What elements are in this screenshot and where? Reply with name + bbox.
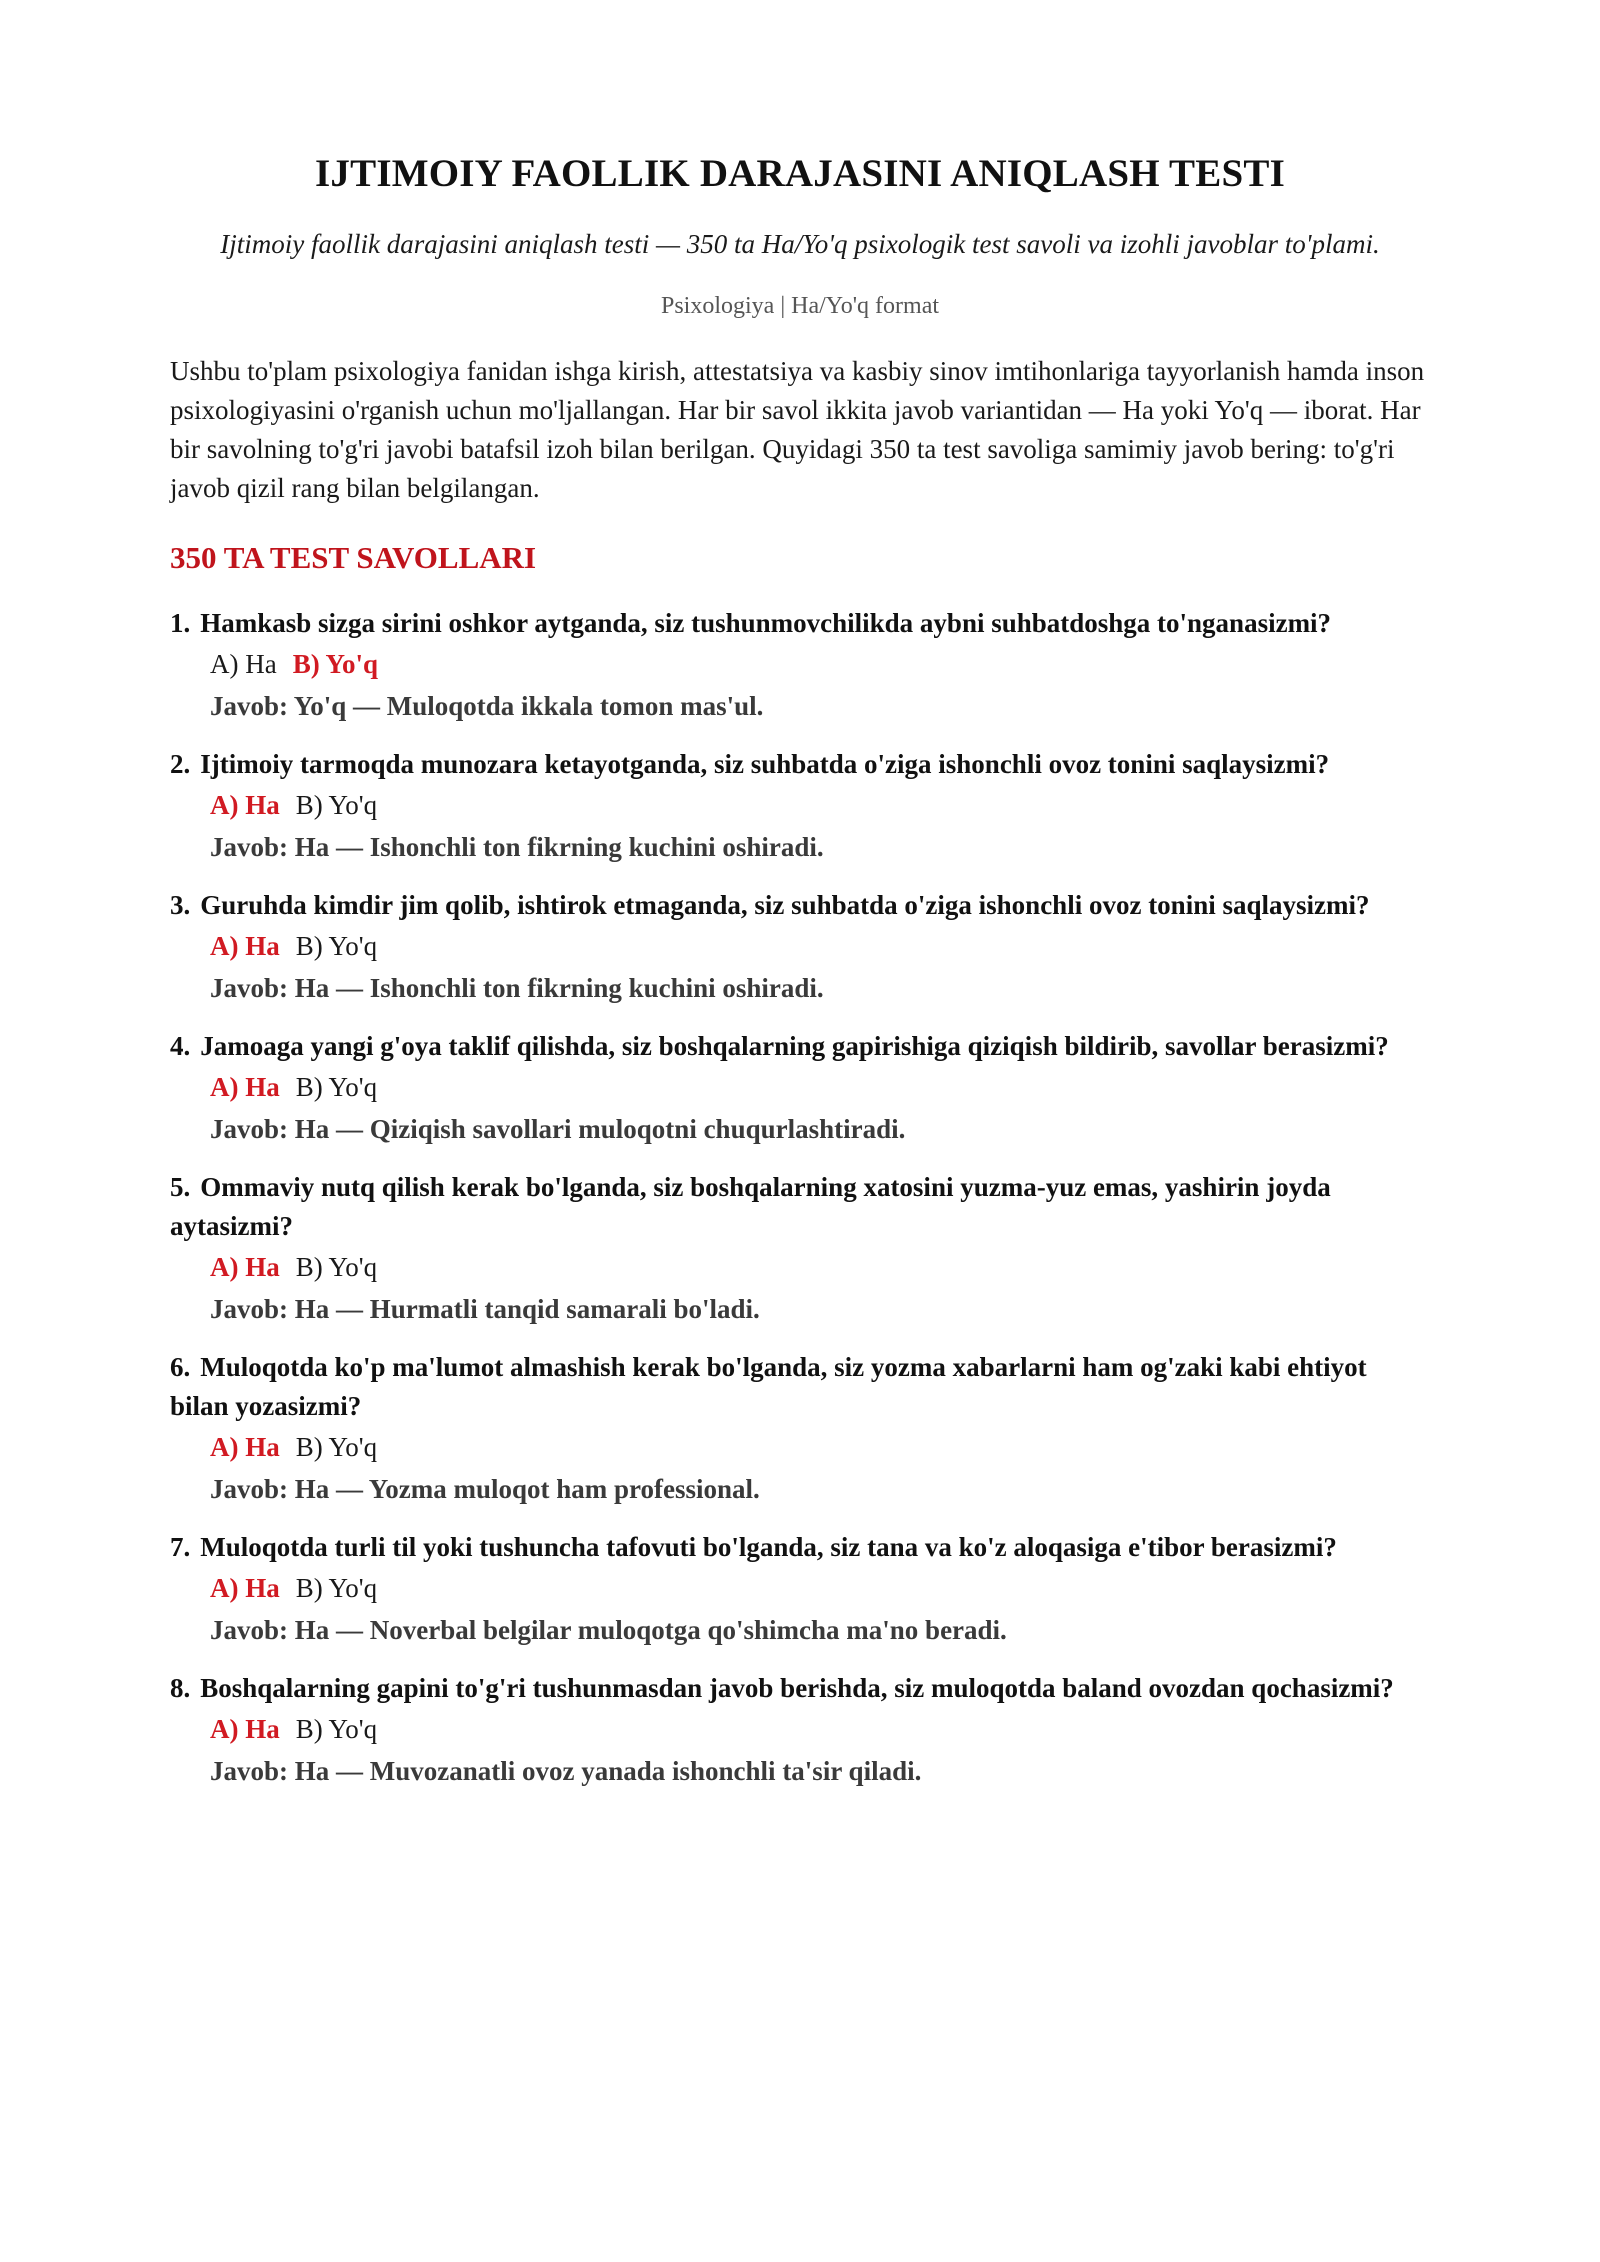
- option: B) Yo'q: [295, 1714, 378, 1744]
- answer-options: [170, 1567, 1430, 1609]
- question-number: 5.: [170, 1172, 191, 1202]
- question-item: [170, 1168, 1430, 1330]
- section-heading: 350 TA TEST SAVOLLARI: [170, 540, 537, 575]
- question-text: [170, 1348, 1430, 1426]
- question-text: [170, 886, 1430, 925]
- question-item: [170, 886, 1430, 1009]
- answer-explanation: Javob: Yo'q — Muloqotda ikkala tomon mas'ul.: [210, 691, 764, 721]
- answer-explanation: Javob: Ha — Muvozanatli ovoz yanada ishonchli ta'sir qiladi.: [210, 1756, 922, 1786]
- correct-option: A) Ha: [210, 790, 280, 820]
- document-meta: Psixologiya | Ha/Yo'q format: [660, 293, 940, 319]
- answer-options: [170, 784, 1430, 826]
- question-label: Boshqalarning gapini to'g'ri tushunmasdan javob berishda, siz muloqotda baland ovozdan qochasizmi?: [200, 1673, 1394, 1703]
- question-list: [170, 604, 1430, 1792]
- answer-explanation: Javob: Ha — Ishonchli ton fikrning kuchini oshiradi.: [210, 973, 824, 1003]
- answer-options: [170, 1426, 1430, 1468]
- intro-paragraph: Ushbu to'plam psixologiya fanidan ishga kirish, attestatsiya va kasbiy sinov imtihonlariga tayyorlanish hamda inson psixologiyasini o'rganish uchun mo'ljallangan. Har bir savol ikkita javob variantidan — Ha yoki Yo'q — iborat. Har bir savolning to'g'ri javobi batafsil izoh bilan berilgan. Quyidagi 350 ta test savoliga samimiy javob bering: to'g'ri javob qizil rang bilan belgilangan.: [170, 356, 1425, 503]
- question-text: [170, 1168, 1430, 1246]
- question-item: [170, 1669, 1430, 1792]
- question-label: Jamoaga yangi g'oya taklif qilishda, siz boshqalarning gapirishiga qiziqish bildirib, savollar berasizmi?: [200, 1031, 1389, 1061]
- correct-option: A) Ha: [210, 1072, 280, 1102]
- question-item: [170, 745, 1430, 868]
- document-title: IJTIMOIY FAOLLIK DARAJASINI ANIQLASH TESTI: [315, 152, 1285, 195]
- question-text: [170, 1528, 1430, 1567]
- question-text: [170, 1027, 1430, 1066]
- correct-option: A) Ha: [210, 931, 280, 961]
- option: B) Yo'q: [295, 1072, 378, 1102]
- question-label: Muloqotda ko'p ma'lumot almashish kerak bo'lganda, siz yozma xabarlarni ham og'zaki kabi ehtiyot bilan yozasizmi?: [170, 1352, 1367, 1421]
- answer-options: [170, 925, 1430, 967]
- question-item: [170, 1528, 1430, 1651]
- answer-explanation: Javob: Ha — Qiziqish savollari muloqotni chuqurlashtiradi.: [210, 1114, 906, 1144]
- option: B) Yo'q: [295, 1432, 378, 1462]
- question-item: [170, 1348, 1430, 1510]
- answer-explanation: Javob: Ha — Yozma muloqot ham professional.: [210, 1474, 760, 1504]
- answer-options: [170, 643, 1430, 685]
- question-label: Muloqotda turli til yoki tushuncha tafovuti bo'lganda, siz tana va ko'z aloqasiga e'tibor berasizmi?: [200, 1532, 1337, 1562]
- document-subtitle: Ijtimoiy faollik darajasini aniqlash testi — 350 ta Ha/Yo'q psixologik test savoli va izohli javoblar to'plami.: [220, 229, 1380, 259]
- question-number: 8.: [170, 1673, 191, 1703]
- option: B) Yo'q: [295, 1573, 378, 1603]
- option: B) Yo'q: [295, 1252, 378, 1282]
- answer-explanation: Javob: Ha — Noverbal belgilar muloqotga qo'shimcha ma'no beradi.: [210, 1615, 1007, 1645]
- question-number: 3.: [170, 890, 191, 920]
- question-label: Ommaviy nutq qilish kerak bo'lganda, siz boshqalarning xatosini yuzma-yuz emas, yashirin joyda aytasizmi?: [170, 1172, 1331, 1241]
- question-text: [170, 604, 1430, 643]
- question-item: [170, 604, 1430, 727]
- question-number: 4.: [170, 1031, 191, 1061]
- question-label: Hamkasb sizga sirini oshkor aytganda, siz tushunmovchilikda aybni suhbatdoshga to'nganasizmi?: [200, 608, 1332, 638]
- answer-options: [170, 1708, 1430, 1750]
- question-text: [170, 745, 1430, 784]
- option: B) Yo'q: [295, 931, 378, 961]
- correct-option: B) Yo'q: [292, 649, 379, 679]
- question-text: [170, 1669, 1430, 1708]
- correct-option: A) Ha: [210, 1714, 280, 1744]
- option: B) Yo'q: [295, 790, 378, 820]
- answer-options: [170, 1066, 1430, 1108]
- correct-option: A) Ha: [210, 1252, 280, 1282]
- question-label: Ijtimoiy tarmoqda munozara ketayotganda, siz suhbatda o'ziga ishonchli ovoz tonini saqlaysizmi?: [200, 749, 1330, 779]
- answer-options: [170, 1246, 1430, 1288]
- correct-option: A) Ha: [210, 1432, 280, 1462]
- question-number: 7.: [170, 1532, 191, 1562]
- question-number: 6.: [170, 1352, 191, 1382]
- answer-explanation: Javob: Ha — Hurmatli tanqid samarali bo'ladi.: [210, 1294, 760, 1324]
- question-number: 2.: [170, 749, 191, 779]
- option: A) Ha: [210, 649, 277, 679]
- question-label: Guruhda kimdir jim qolib, ishtirok etmaganda, siz suhbatda o'ziga ishonchli ovoz tonini saqlaysizmi?: [200, 890, 1370, 920]
- question-number: 1.: [170, 608, 191, 638]
- question-item: [170, 1027, 1430, 1150]
- correct-option: A) Ha: [210, 1573, 280, 1603]
- answer-explanation: Javob: Ha — Ishonchli ton fikrning kuchini oshiradi.: [210, 832, 824, 862]
